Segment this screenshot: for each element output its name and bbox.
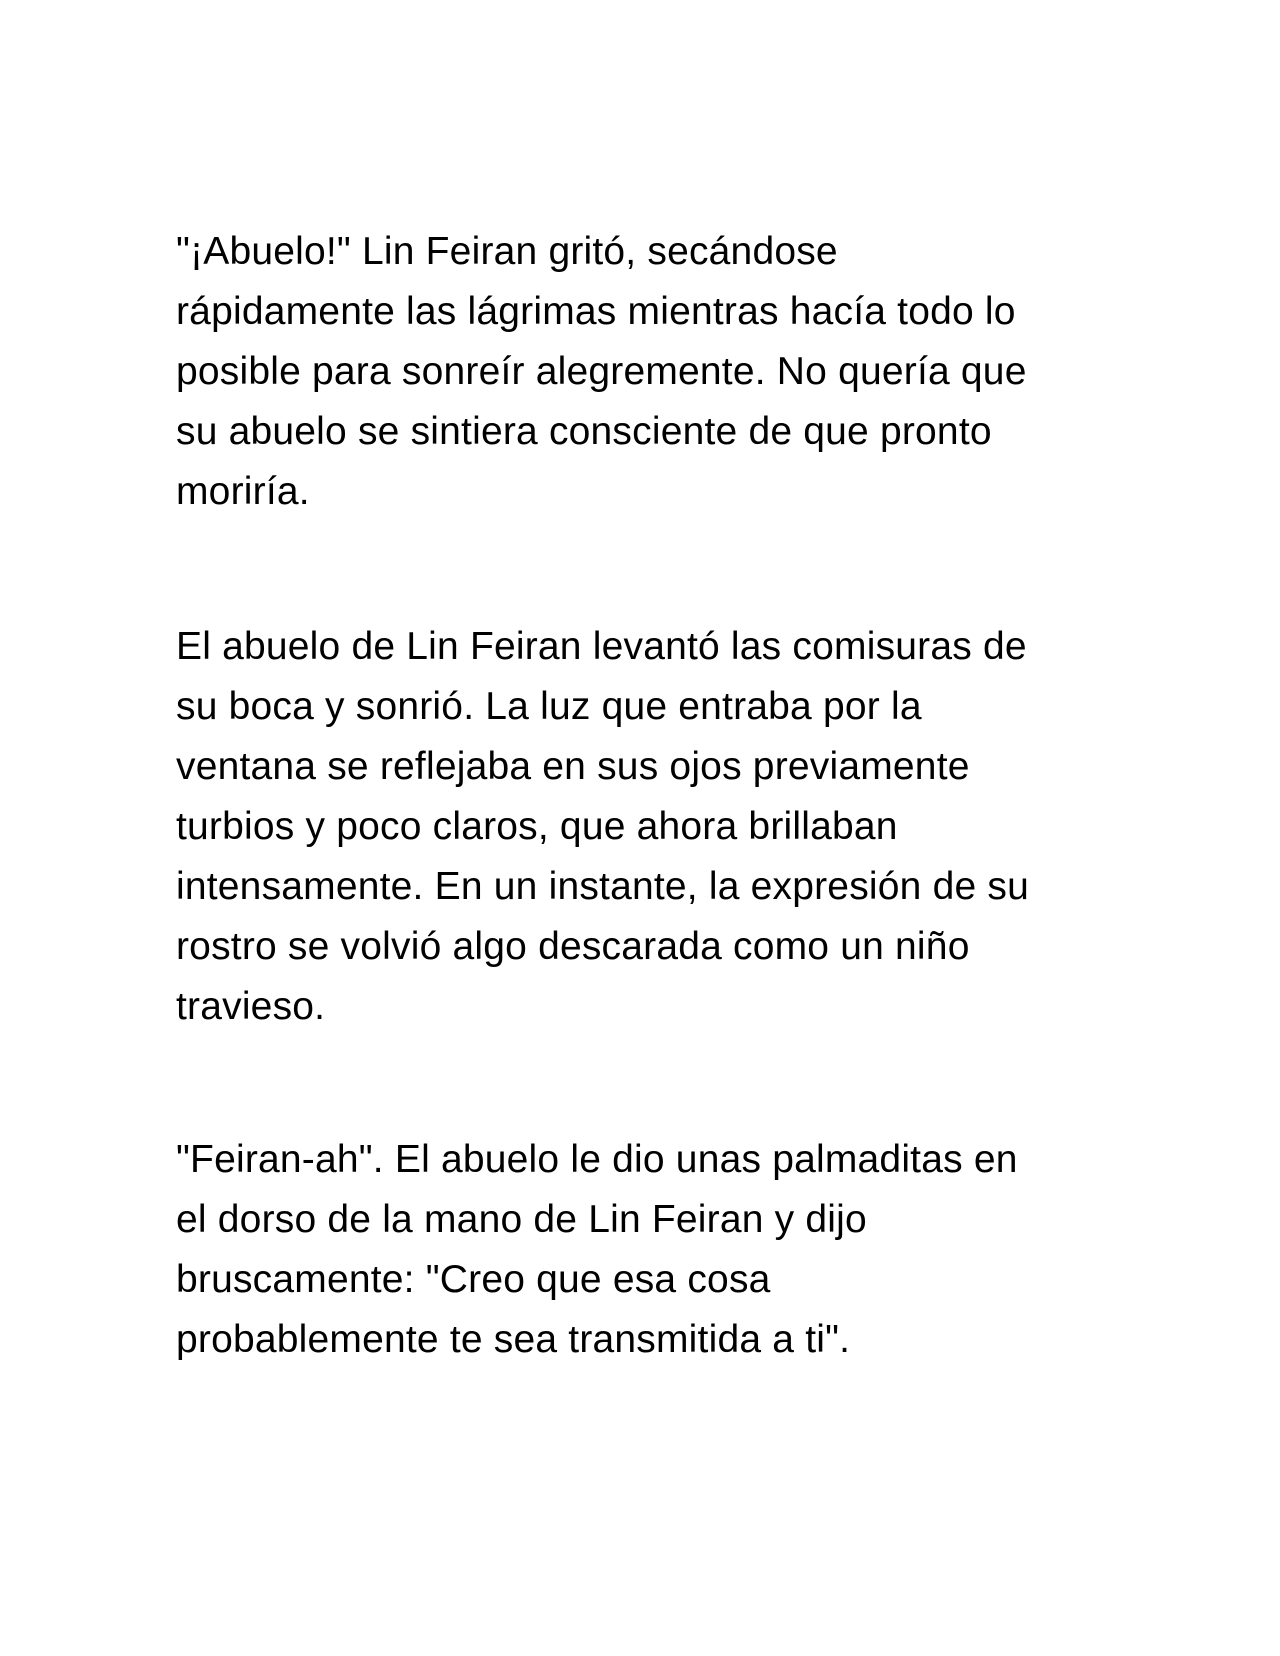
paragraph-line: su boca y sonrió. La luz que entraba por la [176,685,922,728]
paragraph-line: bruscamente: "Creo que esa cosa [176,1258,771,1301]
paragraph-line: turbios y poco claros, que ahora brillaban [176,805,898,848]
paragraph-line: El abuelo de Lin Feiran levantó las comisuras de [176,625,1027,668]
paragraph-line: rápidamente las lágrimas mientras hacía todo lo [176,290,1016,333]
paragraph-line: "¡Abuelo!" Lin Feiran gritó, secándose [176,230,838,273]
paragraph-3 [176,1130,1096,1370]
paragraph-1 [176,222,1096,522]
paragraph-line: el dorso de la mano de Lin Feiran y dijo [176,1198,867,1241]
paragraph-2 [176,617,1096,1037]
paragraph-line: posible para sonreír alegremente. No quería que [176,350,1027,393]
paragraph-line: intensamente. En un instante, la expresión de su [176,865,1029,908]
paragraph-line: rostro se volvió algo descarada como un niño [176,925,970,968]
paragraph-line: moriría. [176,470,310,513]
paragraph-line: travieso. [176,985,326,1028]
paragraph-line: ventana se reflejaba en sus ojos previamente [176,745,970,788]
paragraph-line: su abuelo se sintiera consciente de que pronto [176,410,992,453]
paragraph-line: probablemente te sea transmitida a ti". [176,1318,851,1361]
paragraph-line: "Feiran-ah". El abuelo le dio unas palmaditas en [176,1138,1018,1181]
